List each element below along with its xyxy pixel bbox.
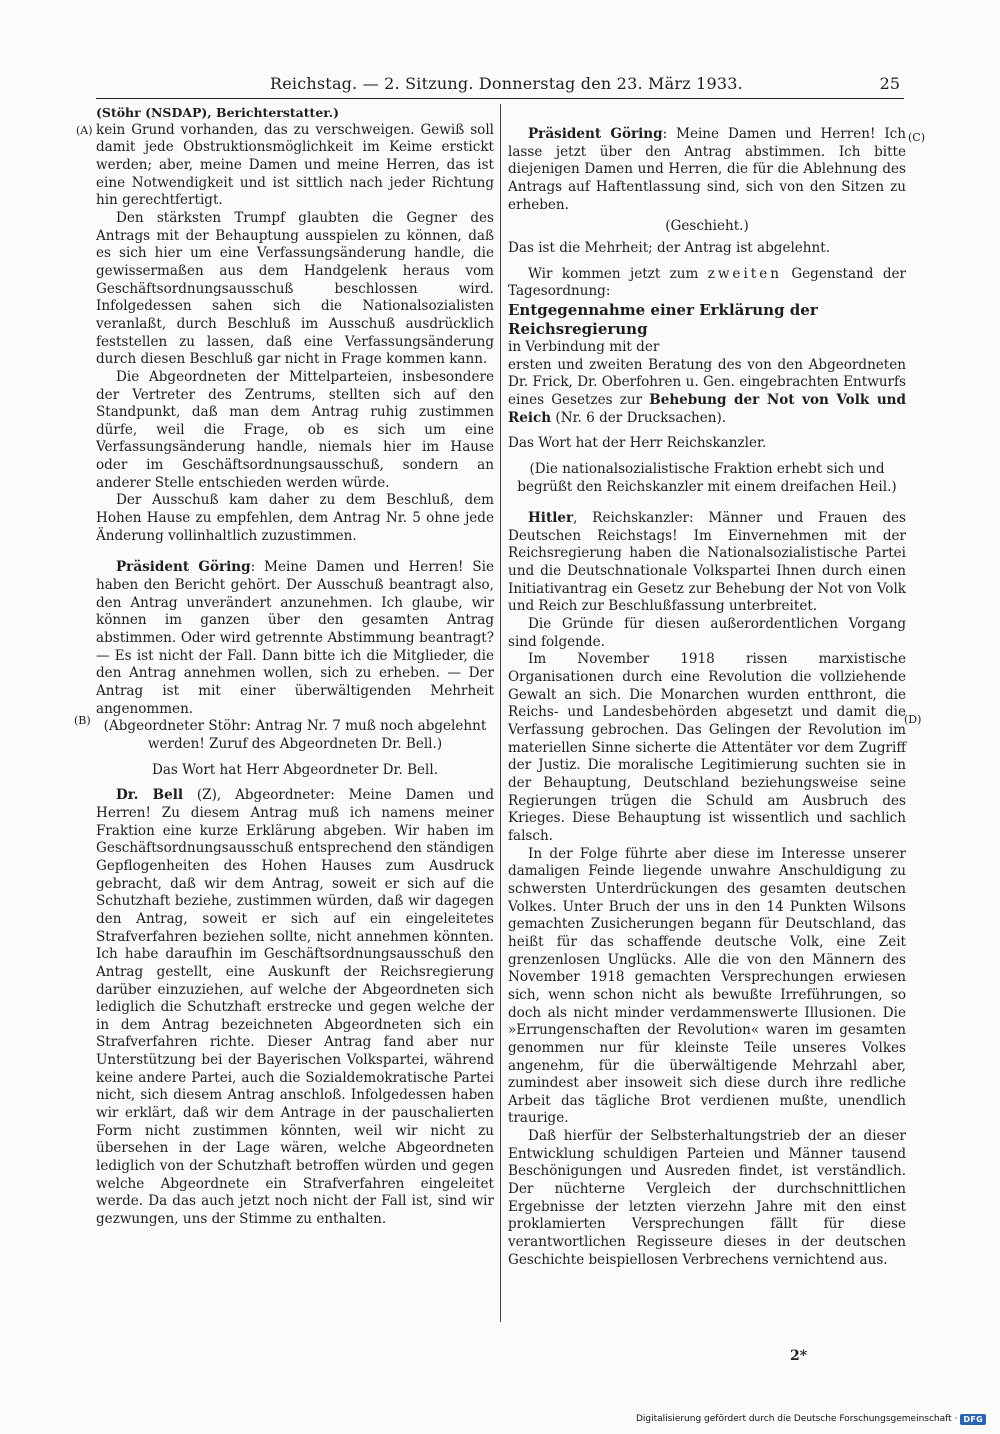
speech-text: (Z), Abgeordneter: Meine Damen und Herren! Zu diesem Antrag muß ich namens meiner Fraktion eine kurze Erklärung abgeben. Wir haben im Geschäftsordnungsausschuß entsprechend den ständigen Gepflogenheiten des Hohen Hauses zum Ausdruck gebracht, daß wir dem Antrag, soweit er sich auf die Schutzhaft beziehe, zustimmen würden, daß wir dagegen den Antrag, soweit er sich auf ein eingeleitetes Strafverfahren beziehen sollte, nicht annehmen könnten. Ich habe daraufhin im Geschäftsordnungsausschuß den Antrag gestellt, eine Auskunft der Reichsregierung darüber einzuziehen, auf welche der Abgeordneten sich lediglich die Schutzhaft erstrecke und gegen welche der in dem Antrag bezeichneten Abgeordneten sich ein Strafverfahren richte. Dieser Antrag fand aber nur Unterstützung bei der Bayerischen Volkspartei, während keine andere Partei, auch die Sozialdemokratische Partei nicht, sich diesem Antrag anschloß. Infolgedessen haben wir erklärt, daß wir dem Antrage in der pauschalierten Form nicht zustimmen könnten, weil wir nicht zu übersehen in der Lage wären, welche Abgeordneten lediglich von der Schutzhaft betroffen würden und gegen welche Abgeordnete ein Strafverfahren eingeleitet werde. Da das auch jetzt noch nicht der Fall ist, sind wir gezwungen, uns der Stimme zu enthalten. (96, 787, 494, 1228)
right-column (508, 126, 906, 1269)
speech-text: : Meine Damen und Herren! Sie haben den Bericht gehört. Der Ausschuß beantragt also, den Antrag unverändert anzunehmen. Ich glaube, wir können im ganzen über den gesamten Antrag abstimmen. Oder wird getrennte Abstimmung beantragt? — Es ist nicht der Fall. Dann bitte ich die Mitglieder, die den Antrag annehmen wollen, sich zu erheben. — Der Antrag ist mit einer überwältigenden Mehrheit angenommen. (96, 559, 495, 717)
paragraph: Daß hierfür der Selbsterhaltungstrieb der an dieser Entwicklung schuldigen Parteien und Männer tausend Beschönigungen und Ausreden findet, ist verständlich. Der nüchterne Vergleich der durchschnittlichen Ergebnisse der letzten vierzehn Jahre mit den einst proklamierten Versprechungen fällt für diese verantwortlichen Regisseure dieses in der deutschen Geschichte beispiellosen Verbrechens vernichtend aus. (508, 1128, 906, 1268)
speech-goering (508, 126, 906, 214)
page-number: 25 (879, 74, 900, 93)
left-column (96, 104, 494, 1229)
paragraph: Den stärksten Trumpf glaubten die Gegner des Antrags mit der Behauptung ausspielen zu können, daß es sich hier um eine Verfassungsänderung handle, die gewissermaßen aus dem Handgelenk heraus vom Geschäftsordnungsausschuß beschlossen wird. Infolgedessen sahen sich die Nationalsozialisten veranlaßt, durch Beschluß im Ausschuß ausdrücklich feststellen zu lassen, daß eine Verfassungsänderung durch diesen Beschluß gar nicht in Frage kommen kann. (96, 209, 494, 368)
dfg-logo: DFG (960, 1414, 986, 1425)
margin-marker-b: (B) (74, 714, 91, 727)
paragraph: kein Grund vorhanden, das zu verschweigen. Gewiß soll damit jede Obstruktionsmöglichkeit im Keime erstickt werden; aber, meine Damen und meine Herren, das ist eine Notwendigkeit und ist sittlich nach jeder Richtung hin gerechtfertigt. (96, 121, 494, 209)
stage-note: (Die nationalsozialistische Fraktion erhebt sich und begrüßt den Reichskanzler mit einem dreifachen Heil.) (517, 460, 897, 495)
speaker-name: Dr. Bell (116, 787, 184, 804)
header-rule (96, 98, 904, 99)
paragraph: Die Gründe für diesen außerordentlichen Vorgang sind folgende. (508, 616, 906, 650)
speech-bell (96, 787, 494, 1228)
speech-text: , Reichskanzler: Männer und Frauen des Deutschen Reichstags! Im Einvernehmen mit der Reichsregierung haben die Nationalsozialistische Partei und die Deutschnationale Volkspartei Ihnen durch einen Initiativantrag ein Gesetz zur Behebung der Not von Volk und Reich zur Beschlußfassung unterbreitet. (508, 510, 906, 615)
margin-marker-c: (C) (908, 131, 925, 144)
speaker-name: Präsident Göring (116, 559, 251, 576)
floor-assignment: Das Wort hat Herr Abgeordneter Dr. Bell. (151, 761, 439, 778)
paragraph: Die Abgeordneten der Mittelparteien, insbesondere der Vertreter des Zentrums, stellten sich auf den Standpunkt, daß man dem Antrag ruhig zustimmen dürfe, weil die Frage, ob es sich um eine Verfassungsänderung handle, niemals hier im Hause oder im Geschäftsordnungsausschuß, sondern an anderer Stelle entschieden werden würde. (96, 368, 494, 491)
agenda-sub: in Verbindung mit der (508, 338, 660, 355)
margin-marker-a: (A) (76, 124, 93, 137)
spaced-word: zweiten (707, 265, 782, 282)
running-header (270, 74, 900, 100)
paragraph: Der Ausschuß kam daher zu dem Beschluß, dem Hohen Hause zu empfehlen, dem Antrag Nr. 5 ohne jede Änderung vollinhaltlich zuzustimmen. (96, 492, 494, 544)
interjection: (Abgeordneter Stöhr: Antrag Nr. 7 muß noch abgelehnt werden! Zuruf des Abgeordneten Dr. Bell.) (103, 718, 487, 752)
bill-title: Behebung der Not von Volk und Reich (508, 391, 906, 426)
agenda-intro: Wir kommen jetzt zum zweiten Gegenstand der Tagesordnung: (508, 265, 906, 300)
speech-text: : Meine Damen und Herren! Ich lasse jetzt über den Antrag abstimmen. Ich bitte diejenigen Damen und Herren, die für die Ablehnung des Antrags auf Haftentlassung sind, sich von den Sitzen zu erheben. (508, 126, 906, 213)
agenda-description: ersten und zweiten Beratung des von den Abgeordneten Dr. Frick, Dr. Oberfohren u. Gen. eingebrachten Entwurfs eines Gesetzes zur Behebung der Not von Volk und Reich (Nr. 6 der Drucksachen). (508, 356, 906, 426)
header-title: Reichstag. — 2. Sitzung. Donnerstag den 23. März 1933. (270, 74, 743, 93)
speech-hitler (508, 510, 906, 616)
speaker-name: Hitler (528, 510, 574, 527)
floor-assignment: Das Wort hat der Herr Reichskanzler. (508, 435, 767, 452)
agenda-topic: Entgegennahme einer Erklärung der Reichsregierung (508, 300, 818, 338)
margin-marker-d: (D) (904, 713, 922, 726)
stage-note: (Geschieht.) (665, 218, 749, 235)
digitization-footer (636, 1412, 986, 1426)
speaker-continuation-tag: (Stöhr (NSDAP), Berichterstatter.) (96, 105, 339, 120)
column-divider (500, 104, 501, 1322)
result-text: Das ist die Mehrheit; der Antrag ist abgelehnt. (508, 239, 831, 256)
speaker-name: Präsident Göring (528, 126, 663, 142)
footer-text: Digitalisierung gefördert durch die Deutsche Forschungsgemeinschaft · (635, 1414, 958, 1424)
speech-goering (96, 559, 494, 718)
paragraph: Im November 1918 rissen marxistische Organisationen durch eine Revolution die vollziehende Gewalt an sich. Die Monarchen wurden entthront, die Reichs- und Landesbehörden abgesetzt und damit die Verfassung gebrochen. Das Gelingen der Revolution im materiellen Sinne sicherte die Attentäter vor dem Zugriff der Justiz. Die moralische Legitimierung suchten sie in der Behauptung, Deutschland beziehungsweise seine Regierungen trügen die Schuld am Ausbruch des Krieges. Diese Behauptung ist wissentlich und sachlich falsch. (508, 651, 906, 844)
signature-mark: 2* (790, 1348, 808, 1364)
paragraph: In der Folge führte aber diese im Interesse unserer damaligen Feinde liegende unwahre Anschuldigung zu schwersten Unterdrückungen des gesamten deutschen Volkes. Unter Bruch der uns in den 14 Punkten Wilsons gemachten Zusicherungen begann für Deutschland, das heißt für das schaffende deutsche Volk, eine Zeit grenzenlosen Unglücks. Alle die von den Männern des November 1918 gemachten Versprechungen erwiesen sich, wenn schon nicht als bewußte Irreführungen, so doch als nicht minder verdammenswerte Illusionen. Die »Errungenschaften der Revolution« waren im gesamten genommen nur für kleinste Teile unseres Volkes angenehm, für die überwältigende Mehrzahl aber, zumindest aber insoweit sich diese durch ihre redliche Arbeit das tägliche Brot verdienen mußte, unendlich traurige. (508, 845, 906, 1127)
